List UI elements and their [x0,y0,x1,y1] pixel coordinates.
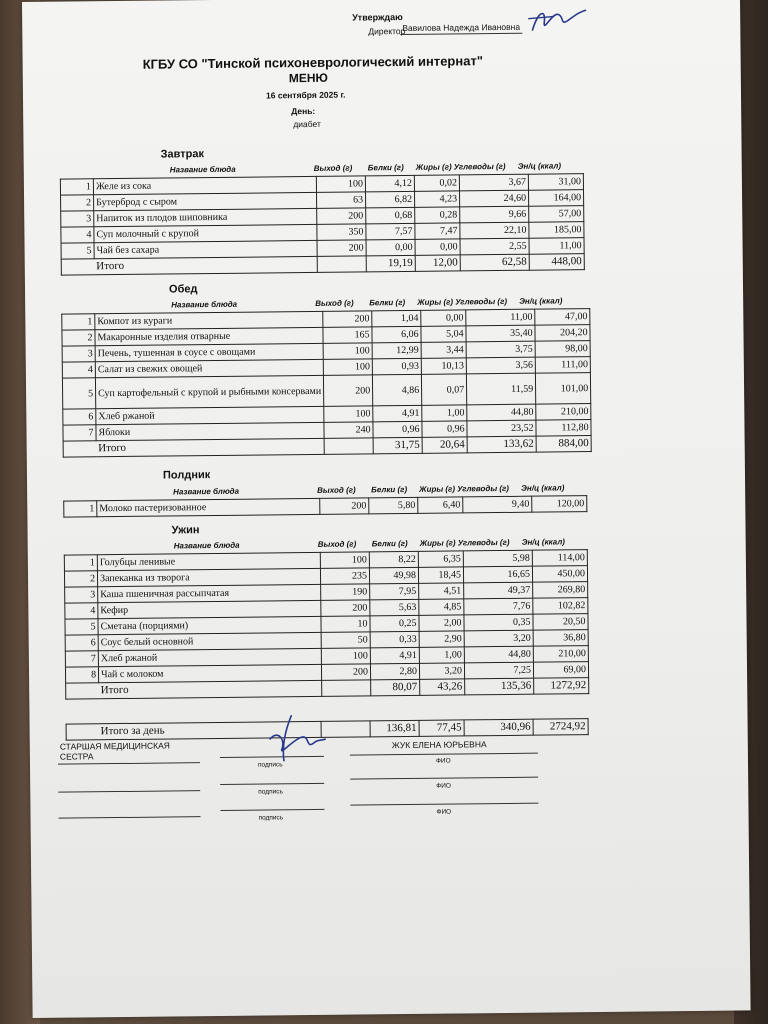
row-number: 4 [62,362,95,378]
dinner-table [64,549,589,699]
row-number: 2 [61,195,94,211]
col-protein: Белки (г) [367,163,404,173]
dish-fat: 6,40 [418,497,463,513]
total-fat: 43,26 [420,679,465,695]
row-number: 7 [65,651,98,667]
dish-protein: 5,80 [369,497,418,514]
organization-title: КГБУ СО "Тинской психоневрологический интернат" [142,53,484,72]
dish-fat: 0,28 [415,207,460,223]
dish-name: Запеканка из творога [97,568,320,586]
dish-name: Печень, тушенная в соусе с овощами [95,343,323,361]
dish-output: 100 [323,359,372,376]
dish-name: Компот из кураги [95,311,323,329]
dish-energy: 210,00 [536,404,591,421]
dish-fat: 0,00 [421,310,466,326]
dish-fat: 18,45 [418,567,463,583]
dish-fat: 5,04 [421,326,466,342]
dish-output: 100 [316,176,365,193]
total-label: Итого [96,438,324,456]
snack-title: Полдник [162,469,211,482]
dish-name: Желе из сока [93,176,316,194]
row-number: 6 [63,409,96,425]
row-number: 1 [64,501,97,517]
dish-protein: 7,57 [366,223,415,240]
snack-table [63,495,587,517]
dish-carbs: 35,40 [466,325,535,342]
dish-name: Сметана (порциями) [98,616,321,634]
row-number: 3 [65,587,98,603]
dish-protein: 4,91 [373,405,422,422]
dish-output: 190 [321,584,370,601]
total-protein: 80,07 [371,679,420,696]
dish-name: Чай с молоком [98,664,321,682]
nurse-signature [251,709,332,770]
dish-output: 350 [317,224,366,241]
dish-energy: 114,00 [532,550,587,567]
dish-energy: 57,00 [529,206,584,223]
signature-line [58,790,200,792]
sign-caption: подпись [258,814,284,822]
dish-output: 200 [321,600,370,617]
dish-output: 200 [321,664,370,681]
dish-energy: 47,00 [535,309,590,326]
dish-carbs: 49,37 [464,582,533,599]
menu-document: Утверждаю Директор Вавилова Надежда Ивановна КГБУ СО "Тинской психоневрологический интернат" МЕНЮ 16 сентября 2025 г. День: диабет Завтрак Название блюда Выход (г) Белки (г) Жиры (г) Углеводы (г) Эн/ц (ккал) 1 Желе из сока 100 4,12 0,02 3,67 31,00 2 Бутерброд с сыром 63 6,82 4,23 24,60 164,00 3 Напиток из плодов шиповника 200 0,68 0,28 9,66 57,00 4 Суп молочный с крупой 350 7,57 7,47 22,10 185,00 5 Чай без сахара 200 0,00 0,00 2,55 11,00 Итого 19,19 12,00 62,58 448,00 Обед Название блюда Выход (г) Белки (г) Жиры (г) Углеводы (г) Эн/ц (ккал) 1 Компот из кураги 200 1,04 0,00 11,00 47,00 2 Макаронные изделия отварные 165 6,06 5,04 35,40 204,20 3 Печень, тушенная в соусе с овощами 100 12,99 3,44 3,75 98,00 4 Салат из свежих овощей 100 0,93 10,13 3,56 111,00 5 Суп картофельный с крупой и рыбными консервами 200 4,86 0,07 11,59 101,00 6 Хлеб ржаной 100 4,91 1,00 44,80 210,00 7 Яблоки 240 0,96 0,96 23,52 112,80 Итого 31,75 20,64 133,62 884,00 Полдник Название блюда Выход (г) Белки (г) Жиры (г) Углеводы (г) Эн/ц (ккал) 1 Молоко пастеризованное 200 5,80 6,40 9,40 120,00 Ужин Название блюда Выход (г) Белки (г) Жиры (г) Углеводы (г) Эн/ц (ккал) 1 Голубцы ленивые 100 8,22 6,35 5,98 114,00 2 Запеканка из творога 235 49,98 18,45 16,65 450,00 3 Каша пшеничная рассыпчатая 190 7,95 4,51 49,37 269,80 4 Кефир 200 5,63 4,85 7,76 102,82 5 Сметана (порциями) 10 0,25 2,00 0,35 20,50 6 Соус белый основной 50 0,33 2,90 3,20 36,80 7 Хлеб ржаной 100 4,91 1,00 44,80 210,00 8 Чай с молоком 200 2,80 3,20 7,25 69,00 Итого 80,07 43,26 135,36 1272,92 Итого за день 136,81 77,45 340,96 2724,92 СТАРШАЯ МЕДИЦИНСКАЯ СЕСТРА подпись ЖУК ЕЛЕНА ЮРЬЕВНА ФИО подпись ФИО подпись ФИО [22,0,751,1018]
lunch-title: Обед [168,283,198,296]
sign-caption: подпись [258,788,283,796]
dish-output: 235 [320,568,369,585]
dish-carbs: 7,25 [464,662,533,679]
row-number: 3 [62,346,95,362]
total-energy: 448,00 [529,254,584,271]
dish-protein: 6,82 [366,191,415,208]
dish-energy: 101,00 [536,373,591,405]
row-number: 2 [64,571,97,587]
dish-fat: 3,44 [421,342,466,358]
dish-fat: 0,00 [415,239,460,255]
col-name: Название блюда [169,164,236,175]
dish-protein: 7,95 [370,583,419,600]
dish-carbs: 11,00 [466,309,535,326]
dish-name: Голубцы ленивые [97,552,320,570]
dish-fat: 7,47 [415,223,460,239]
dish-fat: 2,90 [419,631,464,647]
total-protein: 31,75 [373,437,422,454]
signature-line [58,762,200,764]
dish-output: 240 [324,422,373,439]
dish-output: 200 [320,498,369,515]
dish-output: 200 [317,208,366,225]
dish-protein: 0,00 [366,239,415,256]
dish-protein: 8,22 [369,551,418,568]
total-protein: 19,19 [366,255,415,272]
dish-fat: 2,00 [419,615,464,631]
row-number: 5 [65,619,98,635]
breakfast-title: Завтрак [160,148,205,161]
dish-name: Бутерброд с сыром [94,192,317,210]
dish-protein: 4,91 [370,647,419,664]
day-total-label: Итого за день [99,721,322,739]
signature-line [220,783,324,785]
dish-name: Каша пшеничная рассыпчатая [98,584,321,602]
total-energy: 884,00 [536,436,591,453]
dish-protein: 0,93 [372,358,421,375]
dish-carbs: 0,35 [464,614,533,631]
dish-carbs: 2,55 [460,238,529,255]
dish-output: 50 [321,632,370,649]
dish-protein: 49,98 [369,567,418,584]
dish-protein: 5,63 [370,599,419,616]
approve-label: Утверждаю [352,12,403,23]
total-fat: 12,00 [415,255,460,271]
dish-output: 63 [317,192,366,209]
dish-energy: 69,00 [533,662,588,679]
signature-line [59,816,201,818]
dish-carbs: 3,75 [466,341,535,358]
dish-protein: 0,96 [373,421,422,438]
dish-energy: 20,50 [533,614,588,631]
dish-protein: 0,25 [370,615,419,632]
dish-protein: 0,33 [370,631,419,648]
menu-title: МЕНЮ [288,70,328,86]
fio-caption: ФИО [436,808,452,816]
fio-line [350,803,538,806]
dish-energy: 450,00 [532,566,587,583]
row-number: 5 [62,378,95,409]
director-label: Директор [368,25,406,37]
dish-carbs: 3,56 [466,357,535,374]
dish-output: 100 [323,343,372,360]
dish-protein: 2,80 [370,663,419,680]
fio-caption: ФИО [435,757,451,765]
dish-name: Яблоки [96,422,324,440]
dish-carbs: 3,20 [464,630,533,647]
dish-output: 10 [321,616,370,633]
signature-line [220,809,324,811]
day-total-energy: 2724,92 [533,719,588,736]
row-number: 7 [63,425,96,441]
dish-carbs: 5,98 [463,550,532,567]
row-number: 2 [62,330,95,346]
dish-carbs: 3,67 [459,174,528,191]
nurse-position: СТАРШАЯ МЕДИЦИНСКАЯ СЕСТРА [59,740,170,762]
dish-output: 165 [323,327,372,344]
fio-line [350,753,538,756]
dish-name: Суп картофельный с крупой и рыбными консервами [95,375,323,408]
total-label: Итого [94,256,317,274]
dish-protein: 6,06 [372,326,421,343]
dish-output: 200 [323,311,372,328]
dish-energy: 11,00 [529,238,584,255]
dish-name: Напиток из плодов шиповника [94,208,317,226]
director-name: Вавилова Надежда Ивановна [400,22,522,35]
dish-protein: 12,99 [372,342,421,359]
dish-name: Молоко пастеризованное [97,498,320,516]
dish-energy: 164,00 [528,190,583,207]
dish-energy: 98,00 [535,341,590,358]
table-row [64,496,587,517]
diet-label: диабет [293,118,321,130]
dish-name: Чай без сахара [94,240,317,258]
dish-protein: 4,12 [365,175,414,192]
total-energy: 1272,92 [534,678,589,695]
day-total-carbs: 340,96 [464,719,533,736]
dish-energy: 111,00 [535,357,590,374]
total-carbs: 135,36 [465,678,534,695]
dish-energy: 269,80 [533,582,588,599]
dish-fat: 4,85 [419,599,464,615]
total-label: Итого [99,680,322,698]
dinner-title: Ужин [171,524,200,537]
dish-fat: 4,23 [415,191,460,207]
nurse-name: ЖУК ЕЛЕНА ЮРЬЕВНА [391,739,487,751]
dish-name: Макаронные изделия отварные [95,327,323,345]
dish-energy: 204,20 [535,325,590,342]
row-number: 1 [62,314,95,330]
dish-energy: 210,00 [533,646,588,663]
dish-fat: 0,07 [422,374,467,405]
dish-carbs: 44,80 [464,646,533,663]
dish-energy: 36,80 [533,630,588,647]
dish-output: 200 [324,375,373,407]
dish-energy: 31,00 [528,174,583,191]
dish-output: 100 [320,552,369,569]
row-number: 5 [61,243,94,259]
dish-energy: 120,00 [532,496,587,513]
row-number: 4 [65,603,98,619]
dish-fat: 10,13 [421,358,466,374]
dish-fat: 4,51 [419,583,464,599]
dish-protein: 0,68 [366,207,415,224]
row-number: 4 [61,227,94,243]
total-carbs: 62,58 [460,254,529,271]
dish-fat: 1,00 [419,647,464,663]
dish-carbs: 22,10 [460,222,529,239]
row-number: 3 [61,211,94,227]
dish-protein: 1,04 [372,310,421,327]
dish-carbs: 9,66 [460,206,529,223]
col-fat: Жиры (г) [415,162,452,172]
row-number: 1 [64,555,97,571]
dish-carbs: 9,40 [463,496,532,513]
dish-fat: 0,96 [422,421,467,437]
dish-carbs: 11,59 [467,373,536,405]
dish-name: Соус белый основной [98,632,321,650]
dish-fat: 0,02 [414,175,459,191]
sign-caption: подпись [257,761,283,769]
dish-fat: 1,00 [422,405,467,421]
col-output: Выход (г) [313,163,353,173]
dish-protein: 4,86 [373,374,422,406]
dish-energy: 102,82 [533,598,588,615]
row-number: 1 [60,179,93,195]
dish-fat: 3,20 [419,663,464,679]
day-total-fat: 77,45 [419,720,464,736]
fio-caption: ФИО [436,782,451,790]
dish-name: Хлеб ржаной [98,648,321,666]
dish-fat: 6,35 [418,551,463,567]
menu-date: 16 сентября 2025 г. [265,89,346,101]
day-total-protein: 136,81 [370,720,419,737]
dish-output: 100 [324,406,373,423]
dish-name: Суп молочный с крупой [94,224,317,242]
director-signature [524,6,594,37]
row-number: 8 [65,667,98,683]
dish-name: Салат из свежих овощей [95,359,323,377]
col-energy: Эн/ц (ккал) [517,161,562,171]
col-carbs: Углеводы (г) [453,161,506,172]
dish-output: 200 [317,240,366,257]
row-number: 6 [65,635,98,651]
total-carbs: 133,62 [467,436,536,453]
dish-carbs: 7,76 [464,598,533,615]
dish-carbs: 24,60 [460,190,529,207]
dish-output: 100 [321,648,370,665]
dish-energy: 185,00 [529,222,584,239]
dish-name: Хлеб ржаной [96,406,324,424]
dish-carbs: 16,65 [463,566,532,583]
lunch-table [61,308,592,458]
breakfast-table [60,173,585,275]
dish-energy: 112,80 [536,420,591,437]
dish-carbs: 44,80 [467,404,536,421]
dish-name: Кефир [98,600,321,618]
dish-carbs: 23,52 [467,420,536,437]
day-label: День: [291,105,316,117]
total-fat: 20,64 [422,437,467,453]
fio-line [350,777,538,780]
